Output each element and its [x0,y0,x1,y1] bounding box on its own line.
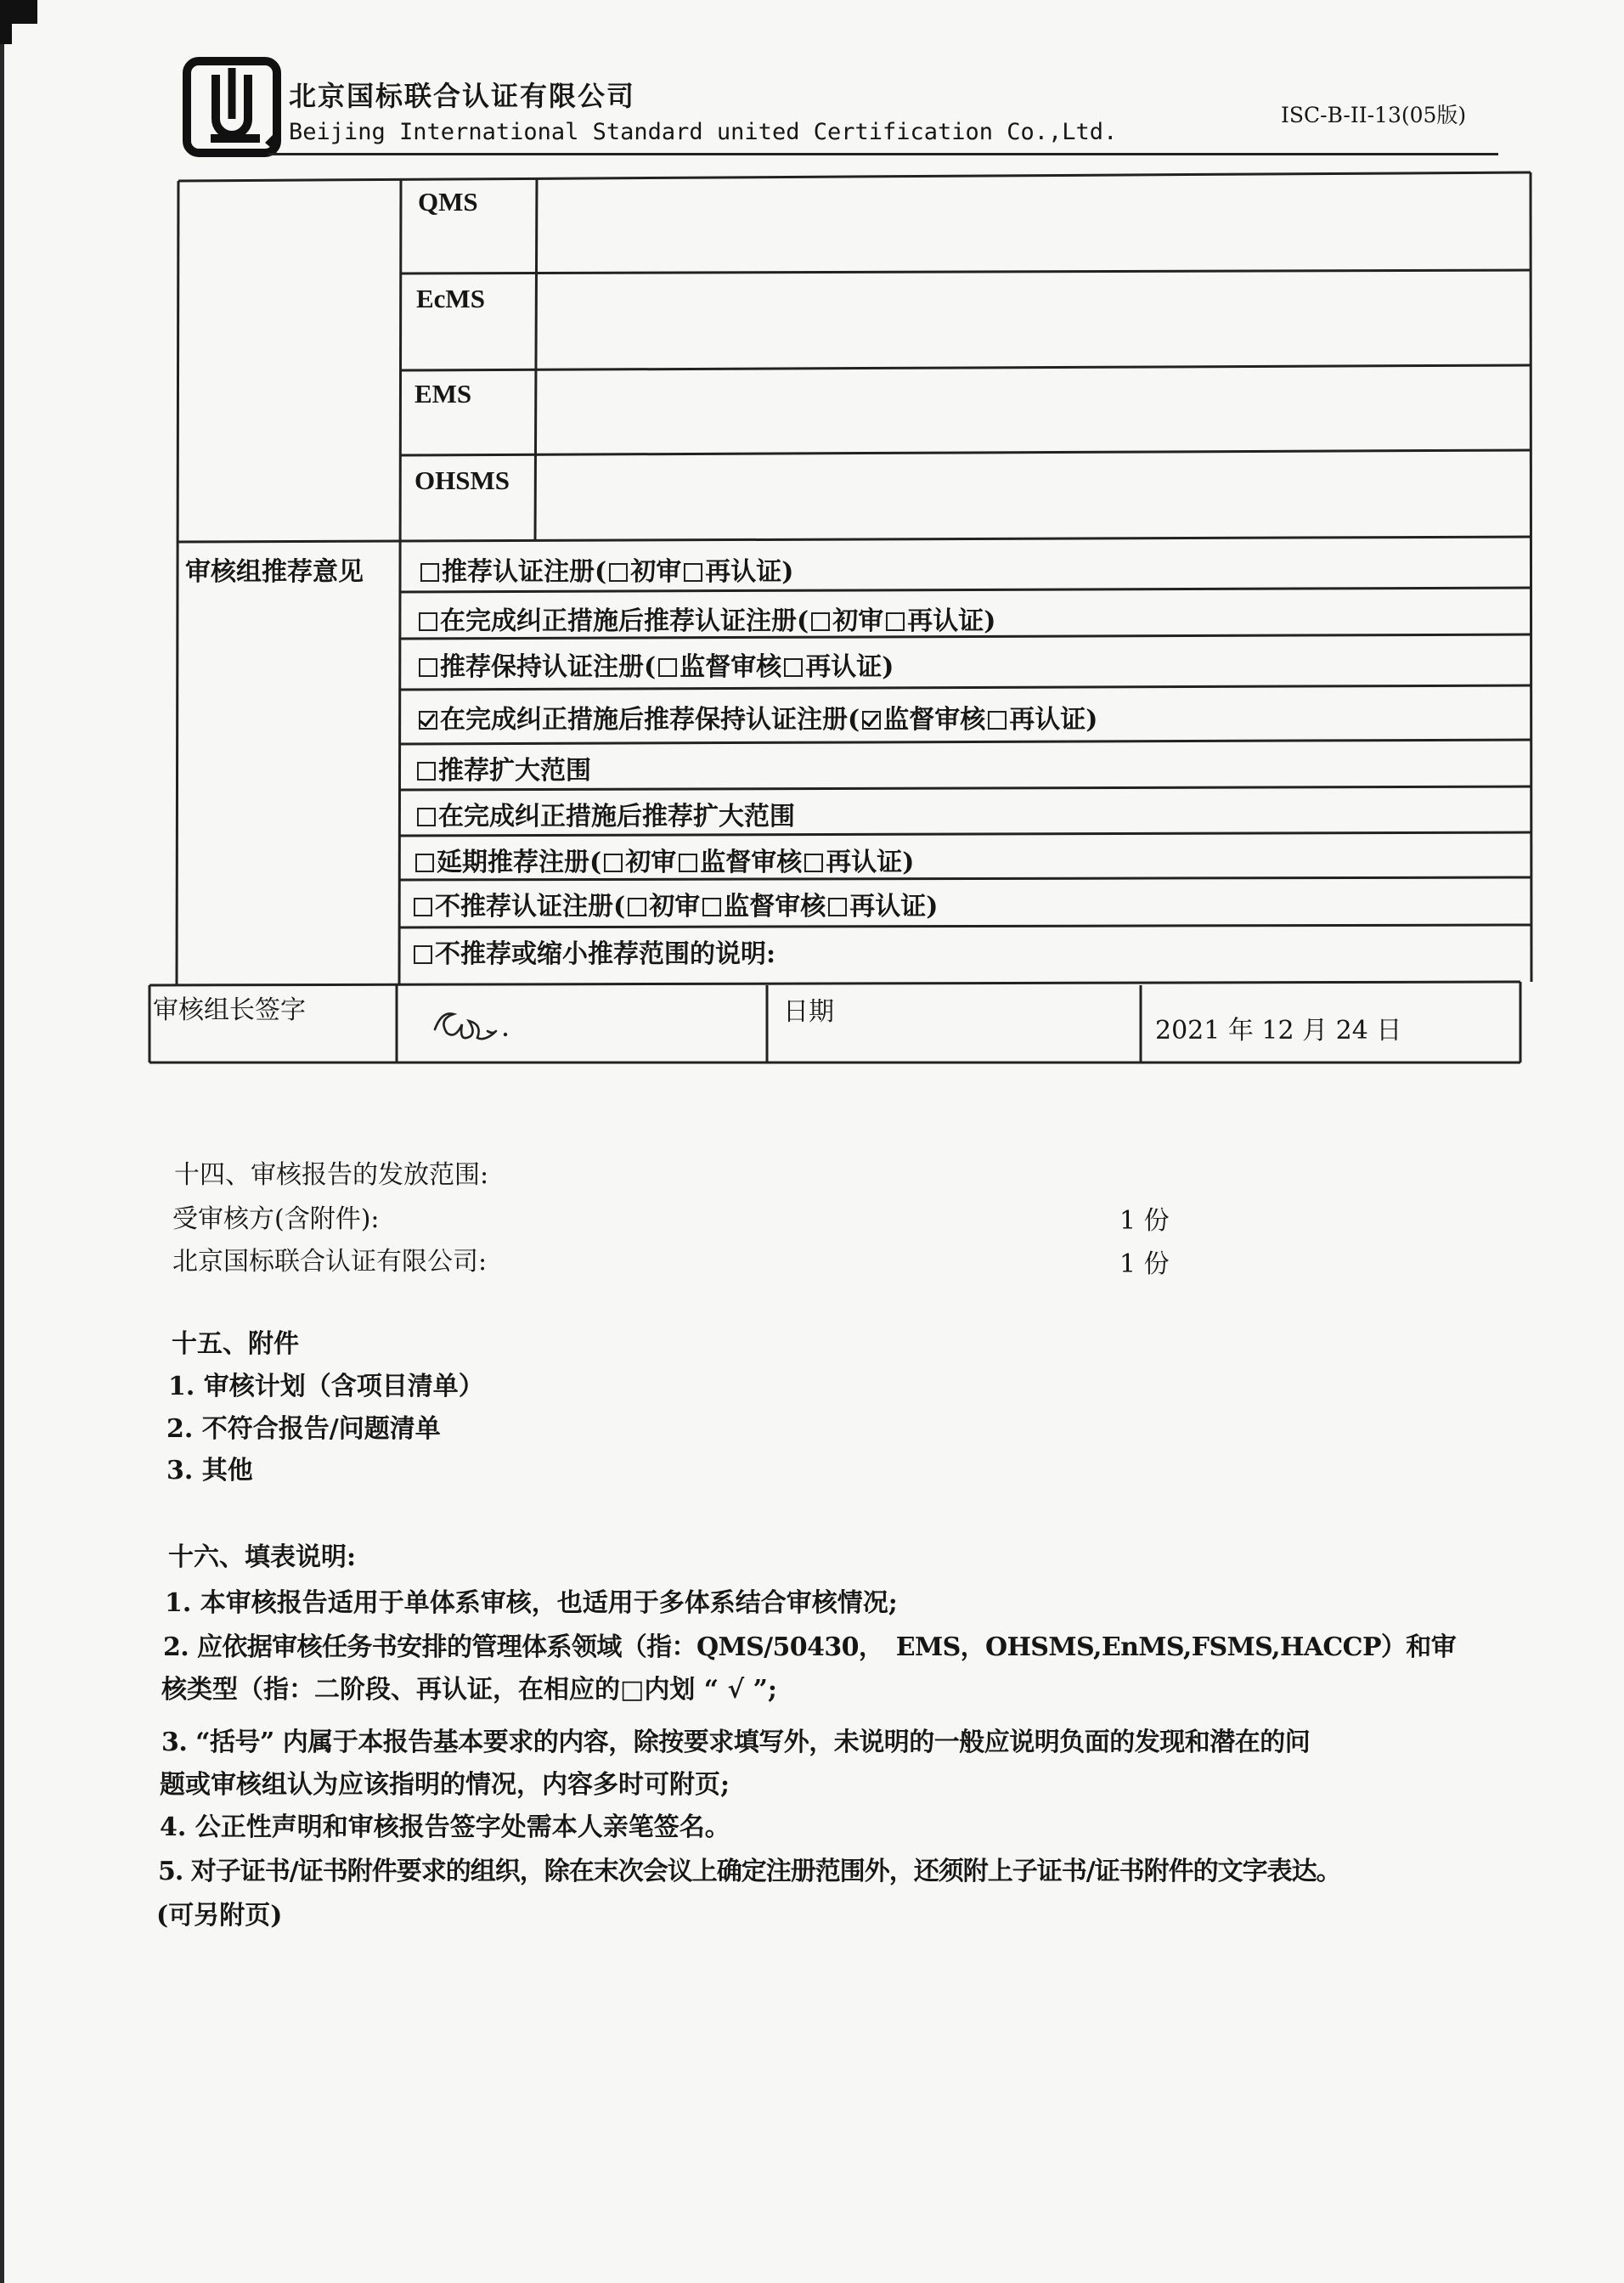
checkbox[interactable] [414,945,432,964]
recommendation-option [413,841,914,878]
system-label-ohsms: OHSMS [414,465,510,495]
option-text: 再认证) [705,557,794,587]
option-text: 再认证) [1009,705,1098,735]
instruction-line: 4. 公正性声明和审核报告签字处需本人亲笔签名。 [160,1812,730,1842]
recommendation-option [411,933,775,970]
option-text: 监督审核 [724,892,826,922]
attachment-item: 3. 其他 [166,1456,253,1485]
checkbox[interactable] [811,612,830,631]
distribution-count-company: 1 份 [1119,1249,1170,1279]
instruction-line: 核类型（指：二阶段、再认证，在相应的□内划 “ √ ”; [161,1675,777,1705]
option-text: 初审 [625,848,677,877]
instruction-line: (可另附页) [156,1901,283,1931]
company-name-cn: 北京国标联合认证有限公司 [289,80,636,112]
option-text: 再认证) [805,652,894,682]
checkbox[interactable] [415,854,434,872]
checkbox[interactable] [804,854,823,872]
date-value: 2021 年 12 月 24 日 [1155,1016,1402,1046]
attachment-item: 1. 审核计划（含项目清单） [168,1372,484,1401]
option-text: 不推荐认证注册( [435,892,626,922]
checkbox[interactable] [679,854,697,872]
checkbox[interactable] [609,563,628,582]
instruction-line: 2. 应依据审核任务书安排的管理体系领域（指：QMS/50430， EMS，OHSMS,EnMS,FSMS,HACCP）和审 [163,1632,1457,1662]
checkbox[interactable] [414,898,432,916]
checkbox[interactable] [886,612,905,631]
instruction-line: 1. 本审核报告适用于单体系审核，也适用于多体系结合审核情况; [165,1588,898,1618]
system-label-qms: QMS [418,187,478,217]
recommendation-option [411,885,938,922]
option-text: 再认证) [907,606,996,636]
option-text: 初审 [832,606,884,636]
checkbox[interactable] [658,658,677,677]
date-label: 日期 [783,997,834,1027]
distribution-label-auditee: 受审核方(含附件): [172,1204,380,1234]
checkbox[interactable] [419,612,437,631]
handwritten-signature [426,995,511,1055]
checked-checkbox[interactable] [419,711,437,730]
option-text: 在完成纠正措施后推荐认证注册( [440,606,809,636]
section15-title: 十五、附件 [172,1329,299,1359]
document-code: ISC-B-II-13(05版) [1281,103,1467,127]
checkbox[interactable] [417,808,436,826]
recommendation-option [416,600,995,637]
recommendation-option [414,749,591,786]
option-text: 初审 [649,892,701,922]
distribution-label-company: 北京国标联合认证有限公司: [172,1247,488,1277]
attachment-item: 2. 不符合报告/问题清单 [166,1414,441,1444]
option-text: 延期推荐注册( [437,848,602,877]
checkbox[interactable] [417,762,436,781]
option-text: 再认证) [849,892,939,922]
option-text: 在完成纠正措施后推荐扩大范围 [438,802,795,831]
section14-title: 十四、审核报告的发放范围: [174,1160,489,1190]
instruction-line: 题或审核组认为应该指明的情况，内容多时可附页; [160,1770,730,1800]
company-name-en: Beijing International Standard united Certification Co.,Ltd. [289,119,1118,145]
option-text: 推荐认证注册( [442,557,607,587]
checked-checkbox[interactable] [862,711,881,730]
system-label-ems: EMS [414,379,472,409]
checkbox[interactable] [784,658,803,677]
option-text: 在完成纠正措施后推荐保持认证注册( [440,705,860,735]
checkbox[interactable] [828,898,847,916]
option-text: 监督审核 [700,848,803,877]
option-text: 再认证) [826,848,915,877]
checkbox[interactable] [684,563,702,582]
option-text: 推荐保持认证注册( [440,652,657,682]
option-text: 监督审核 [679,652,782,682]
checkbox[interactable] [419,658,437,677]
checkbox[interactable] [628,898,646,916]
option-text: 初审 [630,557,682,587]
system-label-ecms: EcMS [416,284,485,313]
instruction-line: 3. “括号” 内属于本报告基本要求的内容，除按要求填写外，未说明的一般应说明负面的发现和潜在的问 [161,1728,1311,1757]
recommendation-option [418,550,793,588]
checkbox[interactable] [988,711,1007,730]
option-text: 监督审核 [883,705,986,735]
recommendation-option [414,795,795,832]
leader-signature-label: 审核组长签字 [153,995,306,1025]
distribution-count-auditee: 1 份 [1119,1206,1170,1236]
recommendation-label: 审核组推荐意见 [185,557,364,587]
section16-title: 十六、填表说明: [168,1542,357,1572]
recommendation-option [416,645,894,683]
checkbox[interactable] [420,563,439,582]
checkbox[interactable] [702,898,721,916]
instruction-line: 5. 对子证书/证书附件要求的组织，除在末次会议上确定注册范围外，还须附上子证书/证书附件的文字表达。 [158,1857,1341,1886]
checkbox[interactable] [604,854,623,872]
recommendation-option [416,698,1097,736]
option-text: 推荐扩大范围 [438,756,591,786]
option-text: 不推荐或缩小推荐范围的说明: [435,939,776,969]
